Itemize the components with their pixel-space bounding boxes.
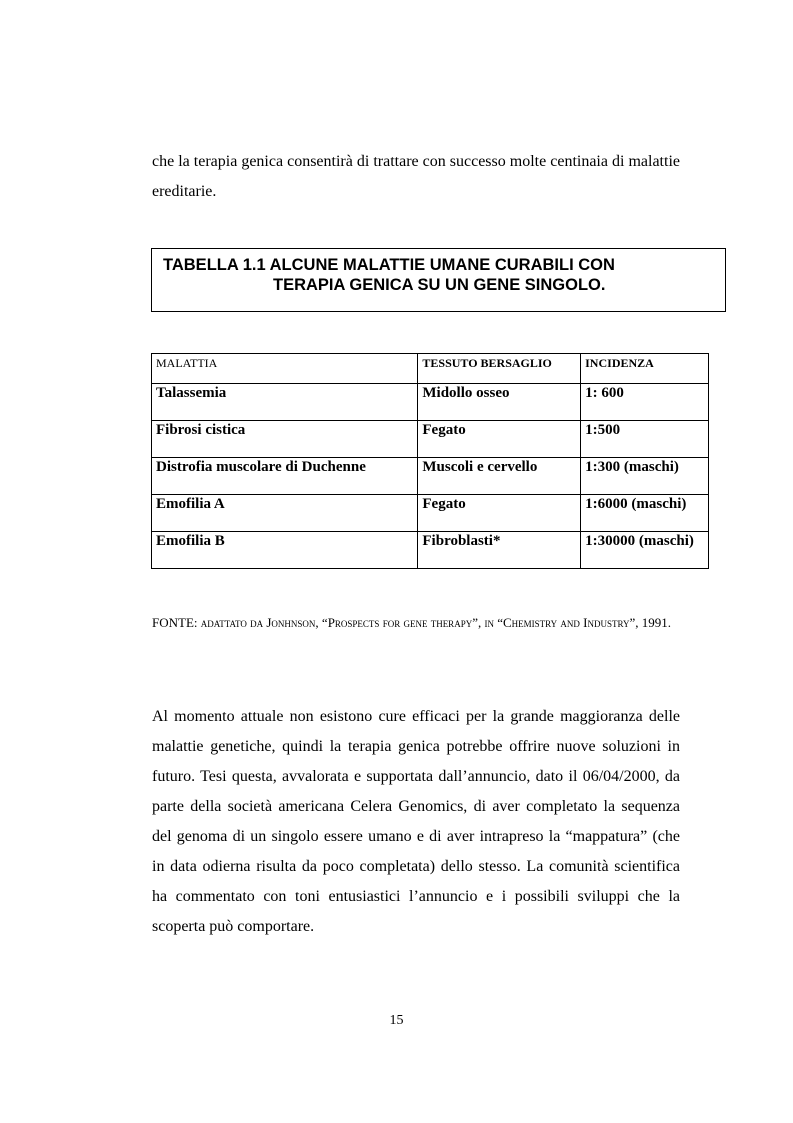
cell-tessuto: Midollo osseo: [418, 384, 581, 421]
cell-tessuto: Fibroblasti*: [418, 532, 581, 569]
table-title-line-1: TABELLA 1.1 ALCUNE MALATTIE UMANE CURABILI CON: [163, 256, 615, 274]
cell-incidenza: 1:500: [581, 421, 709, 458]
table-title-box: [151, 248, 726, 312]
header-malattia: MALATTIA: [152, 354, 418, 384]
table-row: [152, 495, 709, 532]
header-tessuto-bersaglio: TESSUTO BERSAGLIO: [418, 354, 581, 384]
cell-malattia: Distrofia muscolare di Duchenne: [152, 458, 418, 495]
cell-incidenza: 1:30000 (maschi): [581, 532, 709, 569]
diseases-table: [151, 353, 709, 569]
table-source-note: [152, 608, 680, 637]
cell-malattia: Emofilia B: [152, 532, 418, 569]
cell-tessuto: Fegato: [418, 495, 581, 532]
cell-malattia: Emofilia A: [152, 495, 418, 532]
table-header-row: [152, 354, 709, 384]
table-title-line-2: TERAPIA GENICA SU UN GENE SINGOLO.: [273, 276, 606, 294]
page-number: 15: [389, 1013, 404, 1028]
table-row: [152, 421, 709, 458]
cell-malattia: Talassemia: [152, 384, 418, 421]
source-label: FONTE:: [152, 615, 198, 630]
table-row: [152, 458, 709, 495]
cell-malattia: Fibrosi cistica: [152, 421, 418, 458]
cell-incidenza: 1:6000 (maschi): [581, 495, 709, 532]
table-row: [152, 384, 709, 421]
intro-paragraph: che la terapia genica consentirà di trattare con successo molte centinaia di malattie ereditarie.: [152, 153, 680, 200]
cell-incidenza: 1: 600: [581, 384, 709, 421]
cell-tessuto: Muscoli e cervello: [418, 458, 581, 495]
header-incidenza: INCIDENZA: [581, 354, 709, 384]
source-text: adattato da Jonhnson, “Prospects for gene therapy”, in “Chemistry and Industry”, 1991.: [200, 615, 672, 630]
cell-incidenza: 1:300 (maschi): [581, 458, 709, 495]
cell-tessuto: Fegato: [418, 421, 581, 458]
table-row: [152, 532, 709, 569]
body-paragraph: Al momento attuale non esistono cure efficaci per la grande maggioranza delle malattie genetiche, quindi la terapia genica potrebbe offrire nuove soluzioni in futuro. Tesi questa, avvalorata e supportata dall’annuncio, dato il 06/04/2000, da parte della società americana Celera Genomics, di aver completato la sequenza del genoma di un singolo essere umano e di aver intrapreso la “mappatura” (che in data odierna risulta da poco completata) dello stesso. La comunità scientifica ha commentato con toni entusiastici l’annuncio e i possibili sviluppi che la scoperta può comportare.: [152, 708, 680, 935]
